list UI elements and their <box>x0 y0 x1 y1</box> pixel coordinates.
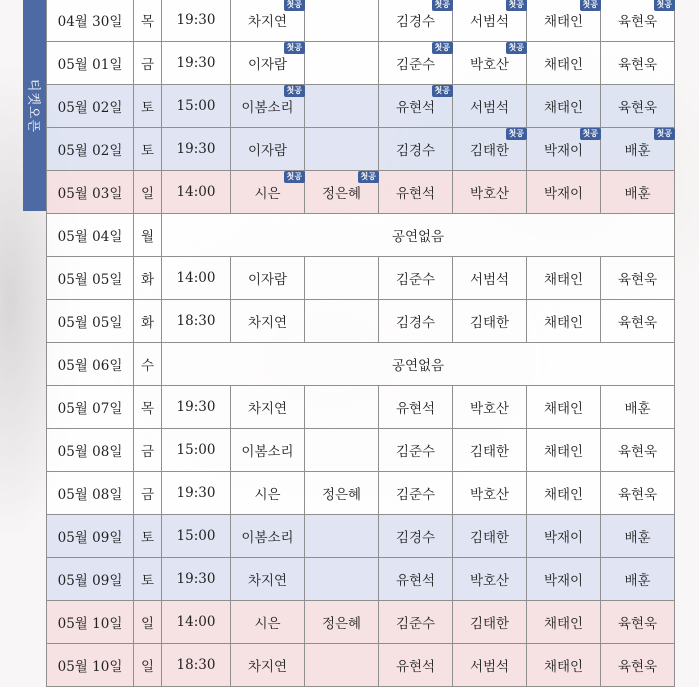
weekday-cell: 목 <box>134 386 162 429</box>
cast-name: 이자람 <box>247 57 288 73</box>
cast-cell <box>379 0 453 42</box>
cast-name: 유현석 <box>395 659 436 675</box>
cast-cell <box>305 171 379 214</box>
weekday-cell: 월 <box>134 214 162 257</box>
sidebar-label: 티켓오픈 <box>25 78 40 133</box>
schedule-row <box>47 558 675 601</box>
cast-cell <box>453 386 527 429</box>
cast-name: 유현석 <box>395 401 436 417</box>
cast-cell <box>601 429 675 472</box>
time-cell: 14:00 <box>162 257 231 300</box>
cast-name: 박호산 <box>469 487 510 503</box>
cast-cell <box>601 472 675 515</box>
cast-name: 이자람 <box>247 143 288 159</box>
date-cell: 05월 05일 <box>47 257 134 300</box>
schedule-row <box>47 300 675 343</box>
cast-name: 배훈 <box>624 186 651 202</box>
cast-cell <box>231 644 305 687</box>
cast-cell <box>601 85 675 128</box>
cast-name: 시은 <box>254 487 281 503</box>
date-cell: 05월 09일 <box>47 515 134 558</box>
cast-name: 채태인 <box>543 272 584 288</box>
weekday-cell: 금 <box>134 42 162 85</box>
cast-name: 정은혜 <box>321 616 362 632</box>
schedule-row <box>47 429 675 472</box>
time-cell: 19:30 <box>162 0 231 42</box>
cast-cell <box>379 42 453 85</box>
cast-name: 김준수 <box>395 487 436 503</box>
cast-name: 배훈 <box>624 573 651 589</box>
cast-cell <box>601 515 675 558</box>
cast-name: 김태한 <box>469 444 510 460</box>
weekday-cell: 토 <box>134 85 162 128</box>
cast-name: 박호산 <box>469 186 510 202</box>
cast-cell <box>601 257 675 300</box>
performance-schedule-table <box>46 0 675 687</box>
cast-name: 채태인 <box>543 401 584 417</box>
cast-cell <box>453 300 527 343</box>
cast-name: 박재이 <box>543 143 584 159</box>
cast-name: 정은혜 <box>321 487 362 503</box>
cast-name: 김경수 <box>395 530 436 546</box>
cast-name: 박호산 <box>469 57 510 73</box>
cast-cell <box>527 386 601 429</box>
date-cell: 05월 03일 <box>47 171 134 214</box>
cast-name: 채태인 <box>543 315 584 331</box>
schedule-row <box>47 601 675 644</box>
cast-name: 육현욱 <box>617 659 658 675</box>
cast-cell <box>305 42 379 85</box>
first-performance-badge: 첫공 <box>358 171 379 183</box>
cast-cell <box>305 257 379 300</box>
first-performance-badge: 첫공 <box>580 0 601 11</box>
cast-name: 김태한 <box>469 143 510 159</box>
schedule-row <box>47 386 675 429</box>
weekday-cell: 금 <box>134 472 162 515</box>
cast-cell <box>527 472 601 515</box>
cast-name: 이봄소리 <box>241 444 294 460</box>
cast-name: 박재이 <box>543 530 584 546</box>
first-performance-badge: 첫공 <box>432 0 453 11</box>
cast-name: 차지연 <box>247 315 288 331</box>
first-performance-badge: 첫공 <box>580 128 601 140</box>
weekday-cell: 수 <box>134 343 162 386</box>
cast-name: 육현욱 <box>617 57 658 73</box>
cast-cell <box>453 128 527 171</box>
cast-cell <box>453 644 527 687</box>
cast-cell <box>379 429 453 472</box>
cast-name: 박재이 <box>543 186 584 202</box>
schedule-row <box>47 257 675 300</box>
cast-cell <box>379 515 453 558</box>
weekday-cell: 화 <box>134 300 162 343</box>
time-cell: 19:30 <box>162 128 231 171</box>
weekday-cell: 일 <box>134 171 162 214</box>
cast-name: 육현욱 <box>617 444 658 460</box>
cast-cell <box>601 171 675 214</box>
cast-cell <box>231 472 305 515</box>
cast-name: 육현욱 <box>617 272 658 288</box>
cast-name: 박호산 <box>469 401 510 417</box>
cast-name: 박재이 <box>543 573 584 589</box>
weekday-cell: 토 <box>134 515 162 558</box>
cast-cell <box>379 644 453 687</box>
cast-cell <box>231 515 305 558</box>
cast-cell <box>527 257 601 300</box>
cast-name: 서범석 <box>469 272 510 288</box>
date-cell: 05월 08일 <box>47 429 134 472</box>
date-cell: 05월 09일 <box>47 558 134 601</box>
cast-cell <box>379 128 453 171</box>
cast-cell <box>379 85 453 128</box>
date-cell: 05월 06일 <box>47 343 134 386</box>
first-performance-badge: 첫공 <box>654 0 675 11</box>
cast-name: 육현욱 <box>617 616 658 632</box>
cast-cell <box>601 601 675 644</box>
first-performance-badge: 첫공 <box>284 85 305 97</box>
cast-name: 차지연 <box>247 14 288 30</box>
cast-cell <box>527 0 601 42</box>
date-cell: 05월 08일 <box>47 472 134 515</box>
time-cell: 19:30 <box>162 558 231 601</box>
schedule-row <box>47 85 675 128</box>
cast-name: 육현욱 <box>617 14 658 30</box>
cast-name: 김준수 <box>395 272 436 288</box>
cast-name: 서범석 <box>469 14 510 30</box>
cast-cell <box>231 386 305 429</box>
cast-cell <box>527 601 601 644</box>
date-cell: 05월 02일 <box>47 85 134 128</box>
cast-cell <box>379 171 453 214</box>
cast-cell <box>231 128 305 171</box>
first-performance-badge: 첫공 <box>284 0 305 11</box>
cast-cell <box>231 601 305 644</box>
weekday-cell: 일 <box>134 601 162 644</box>
cast-cell <box>527 300 601 343</box>
cast-cell <box>231 429 305 472</box>
cast-cell <box>379 558 453 601</box>
cast-cell <box>453 85 527 128</box>
cast-cell <box>601 0 675 42</box>
cast-cell <box>379 601 453 644</box>
time-cell: 15:00 <box>162 429 231 472</box>
cast-cell <box>231 171 305 214</box>
cast-name: 유현석 <box>395 100 436 116</box>
cast-cell <box>231 558 305 601</box>
cast-name: 김경수 <box>395 14 436 30</box>
cast-cell <box>305 85 379 128</box>
cast-cell <box>527 85 601 128</box>
cast-name: 채태인 <box>543 57 584 73</box>
schedule-row <box>47 644 675 687</box>
first-performance-badge: 첫공 <box>432 42 453 54</box>
cast-cell <box>453 257 527 300</box>
cast-name: 김경수 <box>395 143 436 159</box>
cast-cell <box>305 601 379 644</box>
cast-name: 김준수 <box>395 57 436 73</box>
cast-name: 채태인 <box>543 487 584 503</box>
weekday-cell: 금 <box>134 429 162 472</box>
section-sidebar <box>23 0 46 211</box>
cast-cell <box>379 300 453 343</box>
cast-name: 채태인 <box>543 659 584 675</box>
cast-name: 육현욱 <box>617 487 658 503</box>
cast-name: 배훈 <box>624 530 651 546</box>
cast-cell <box>305 472 379 515</box>
schedule-row <box>47 0 675 42</box>
time-cell: 19:30 <box>162 472 231 515</box>
cast-name: 박호산 <box>469 573 510 589</box>
first-performance-badge: 첫공 <box>506 0 527 11</box>
time-cell: 19:30 <box>162 386 231 429</box>
date-cell: 05월 02일 <box>47 128 134 171</box>
time-cell: 18:30 <box>162 300 231 343</box>
schedule-row <box>47 515 675 558</box>
first-performance-badge: 첫공 <box>506 128 527 140</box>
cast-cell <box>379 472 453 515</box>
cast-name: 채태인 <box>543 14 584 30</box>
first-performance-badge: 첫공 <box>506 42 527 54</box>
no-show-cell: 공연없음 <box>162 214 675 257</box>
cast-cell <box>379 257 453 300</box>
schedule-row <box>47 171 675 214</box>
cast-name: 김준수 <box>395 444 436 460</box>
cast-cell <box>305 0 379 42</box>
cast-cell <box>601 558 675 601</box>
cast-cell <box>527 515 601 558</box>
cast-name: 육현욱 <box>617 315 658 331</box>
cast-cell <box>601 300 675 343</box>
cast-name: 김태한 <box>469 616 510 632</box>
date-cell: 05월 07일 <box>47 386 134 429</box>
first-performance-badge: 첫공 <box>284 171 305 183</box>
cast-name: 육현욱 <box>617 100 658 116</box>
cast-cell <box>305 128 379 171</box>
cast-cell <box>527 128 601 171</box>
cast-name: 시은 <box>254 186 281 202</box>
cast-cell <box>601 128 675 171</box>
first-performance-badge: 첫공 <box>432 85 453 97</box>
cast-name: 차지연 <box>247 659 288 675</box>
cast-cell <box>453 472 527 515</box>
cast-cell <box>527 429 601 472</box>
weekday-cell: 일 <box>134 644 162 687</box>
date-cell: 04월 30일 <box>47 0 134 42</box>
cast-cell <box>231 257 305 300</box>
cast-cell <box>305 300 379 343</box>
cast-name: 서범석 <box>469 100 510 116</box>
cast-name: 이봄소리 <box>241 530 294 546</box>
cast-cell <box>305 386 379 429</box>
cast-cell <box>231 0 305 42</box>
time-cell: 14:00 <box>162 171 231 214</box>
cast-name: 유현석 <box>395 186 436 202</box>
cast-cell <box>453 42 527 85</box>
cast-cell <box>453 171 527 214</box>
cast-name: 차지연 <box>247 573 288 589</box>
cast-name: 정은혜 <box>321 186 362 202</box>
date-cell: 05월 10일 <box>47 644 134 687</box>
cast-cell <box>231 85 305 128</box>
time-cell: 14:00 <box>162 601 231 644</box>
time-cell: 18:30 <box>162 644 231 687</box>
cast-name: 채태인 <box>543 616 584 632</box>
cast-name: 김태한 <box>469 530 510 546</box>
cast-cell <box>453 0 527 42</box>
cast-cell <box>453 601 527 644</box>
schedule-row <box>47 214 675 257</box>
weekday-cell: 토 <box>134 128 162 171</box>
time-cell: 15:00 <box>162 85 231 128</box>
cast-cell <box>379 386 453 429</box>
cast-name: 김준수 <box>395 616 436 632</box>
cast-cell <box>527 171 601 214</box>
cast-cell <box>231 42 305 85</box>
no-show-cell: 공연없음 <box>162 343 675 386</box>
cast-name: 유현석 <box>395 573 436 589</box>
cast-name: 채태인 <box>543 444 584 460</box>
cast-cell <box>601 386 675 429</box>
date-cell: 05월 10일 <box>47 601 134 644</box>
weekday-cell: 목 <box>134 0 162 42</box>
schedule-row <box>47 343 675 386</box>
cast-cell <box>601 644 675 687</box>
first-performance-badge: 첫공 <box>284 42 305 54</box>
date-cell: 05월 01일 <box>47 42 134 85</box>
time-cell: 19:30 <box>162 42 231 85</box>
cast-name: 이봄소리 <box>241 100 294 116</box>
cast-cell <box>305 558 379 601</box>
cast-cell <box>305 515 379 558</box>
cast-name: 배훈 <box>624 143 651 159</box>
cast-cell <box>453 515 527 558</box>
cast-cell <box>527 558 601 601</box>
cast-cell <box>453 429 527 472</box>
cast-name: 채태인 <box>543 100 584 116</box>
schedule-row <box>47 128 675 171</box>
cast-name: 이자람 <box>247 272 288 288</box>
weekday-cell: 토 <box>134 558 162 601</box>
cast-cell <box>527 644 601 687</box>
cast-name: 시은 <box>254 616 281 632</box>
cast-cell <box>231 300 305 343</box>
time-cell: 15:00 <box>162 515 231 558</box>
cast-cell <box>305 429 379 472</box>
cast-cell <box>453 558 527 601</box>
cast-cell <box>305 644 379 687</box>
date-cell: 05월 04일 <box>47 214 134 257</box>
cast-name: 김경수 <box>395 315 436 331</box>
cast-name: 김태한 <box>469 315 510 331</box>
weekday-cell: 화 <box>134 257 162 300</box>
cast-name: 배훈 <box>624 401 651 417</box>
first-performance-badge: 첫공 <box>654 128 675 140</box>
cast-cell <box>527 42 601 85</box>
schedule-row <box>47 472 675 515</box>
schedule-row <box>47 42 675 85</box>
cast-cell <box>601 42 675 85</box>
cast-name: 서범석 <box>469 659 510 675</box>
date-cell: 05월 05일 <box>47 300 134 343</box>
cast-name: 차지연 <box>247 401 288 417</box>
